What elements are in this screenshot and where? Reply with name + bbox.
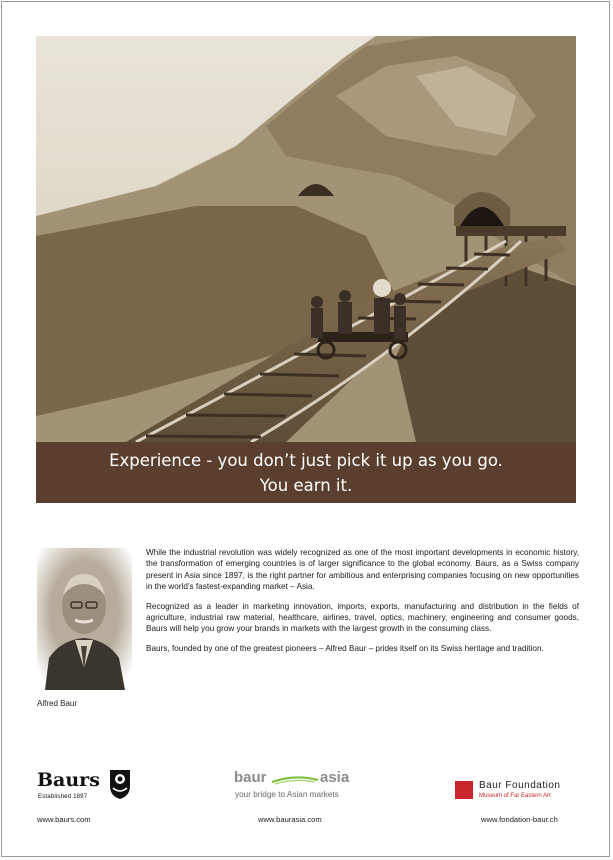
headline-line-2: You earn it. <box>259 476 353 495</box>
baur-foundation-logo <box>455 780 580 804</box>
baurs-logo-name: Baurs <box>37 769 100 791</box>
headline-banner <box>36 442 576 503</box>
portrait-photo <box>37 548 132 690</box>
swoosh-icon <box>271 775 319 785</box>
paragraph-2: Recognized as a leader in marketing innovation, imports, exports, manufacturing and distribution in the fields of agriculture, industrial raw material, healthcare, airlines, travel, optics, machinery, engineering and consumer goods, Baurs will help you grow your brands in markets with the largest growth in the consuming class. <box>146 601 579 634</box>
baur-asia-logo <box>234 769 364 803</box>
baur-asia-word-2: asia <box>320 769 350 786</box>
crest-icon <box>108 768 132 800</box>
body-text <box>146 547 579 662</box>
baurs-logo-established: Established 1897 <box>38 794 88 800</box>
url-baurasia[interactable]: www.baurasia.com <box>258 815 322 824</box>
url-foundation[interactable]: www.fondation-baur.ch <box>481 815 558 824</box>
baur-asia-wordmark <box>234 769 359 789</box>
foundation-subtitle: Museum of Far Eastern Art <box>479 793 551 799</box>
baur-asia-tagline: your bridge to Asian markets <box>235 790 339 799</box>
paragraph-1: While the industrial revolution was widely recognized as one of the most important developments in economic history, the transformation of emerging countries is of larger significance to the global economy. Baurs, as a Swiss company present in Asia since 1897, is the right partner for ambitious and enterprising companies focusing on new opportunities in the world’s fastest-expanding market – Asia. <box>146 548 579 592</box>
paragraph-3: Baurs, founded by one of the greatest pioneers – Alfred Baur – prides itself on its Swiss heritage and tradition. <box>146 643 544 653</box>
headline-line-1: Experience - you don’t just pick it up as you go. <box>109 451 503 470</box>
seal-icon <box>455 781 473 799</box>
baur-asia-word-1: baur <box>234 769 267 786</box>
portrait-caption: Alfred Baur <box>37 699 78 708</box>
url-baurs[interactable]: www.baurs.com <box>37 815 91 824</box>
foundation-name: Baur Foundation <box>479 780 561 791</box>
railway-photo <box>36 36 576 442</box>
baurs-logo <box>37 768 137 806</box>
